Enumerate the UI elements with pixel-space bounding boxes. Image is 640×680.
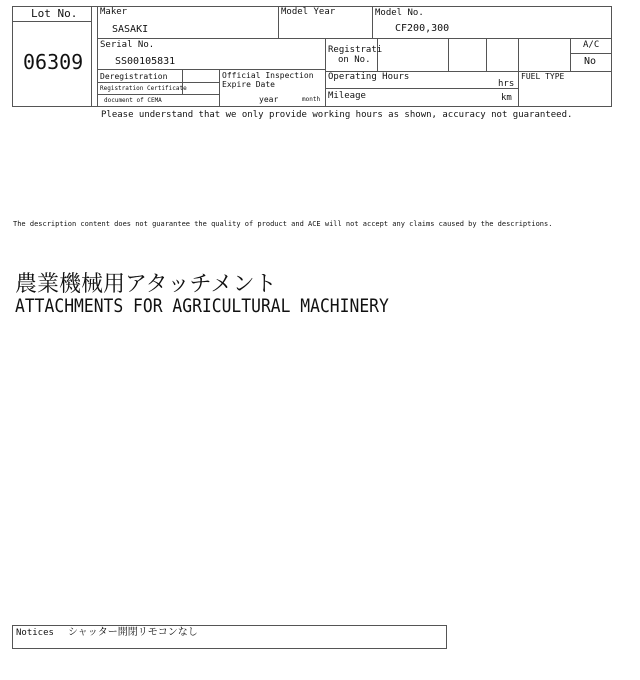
inspection-label-line2: Expire Date xyxy=(222,80,275,89)
ac-label: A/C xyxy=(583,40,600,50)
lot-value: 06309 xyxy=(23,50,84,74)
inspection-label-line1: Official Inspection xyxy=(222,71,314,80)
cema-document-label: document of CEMA xyxy=(104,97,162,104)
notices-box xyxy=(12,625,447,649)
operating-hours-label: Operating Hours xyxy=(328,72,410,82)
registration-certificate-label: Registration Certificate xyxy=(100,85,187,92)
title-japanese: 農業機械用アタッチメント xyxy=(15,272,277,297)
year-label: year xyxy=(259,95,279,104)
model-no-label: Model No. xyxy=(375,8,424,18)
notices-value: シャッター開閉リモコンなし xyxy=(68,627,198,638)
month-label: month xyxy=(302,96,321,103)
model-year-label: Model Year xyxy=(281,7,336,17)
notices-label: Notices xyxy=(16,628,54,638)
serial-label: Serial No. xyxy=(100,40,155,50)
registration-label-line2: on No. xyxy=(338,55,371,65)
maker-label: Maker xyxy=(100,7,128,17)
hours-accuracy-note: Please understand that we only provide working hours as shown, accuracy not guaranteed. xyxy=(101,110,573,120)
serial-value: SS00105831 xyxy=(115,56,176,67)
km-unit: km xyxy=(501,93,512,103)
lot-label: Lot No. xyxy=(31,7,78,20)
title-english: ATTACHMENTS FOR AGRICULTURAL MACHINERY xyxy=(15,295,389,317)
hrs-unit: hrs xyxy=(498,79,515,89)
model-no-value: CF200,300 xyxy=(395,23,450,34)
deregistration-label: Deregistration xyxy=(100,72,168,81)
fuel-type-label: FUEL TYPE xyxy=(521,72,565,81)
mileage-label: Mileage xyxy=(328,91,366,101)
spec-table xyxy=(0,0,640,130)
registration-label-line1: Registrati xyxy=(328,45,383,55)
ac-value: No xyxy=(584,56,597,67)
maker-value: SASAKI xyxy=(112,24,149,35)
disclaimer-text: The description content does not guarantee the quality of product and ACE will not accept any claims caused by the descriptions. xyxy=(13,220,553,228)
